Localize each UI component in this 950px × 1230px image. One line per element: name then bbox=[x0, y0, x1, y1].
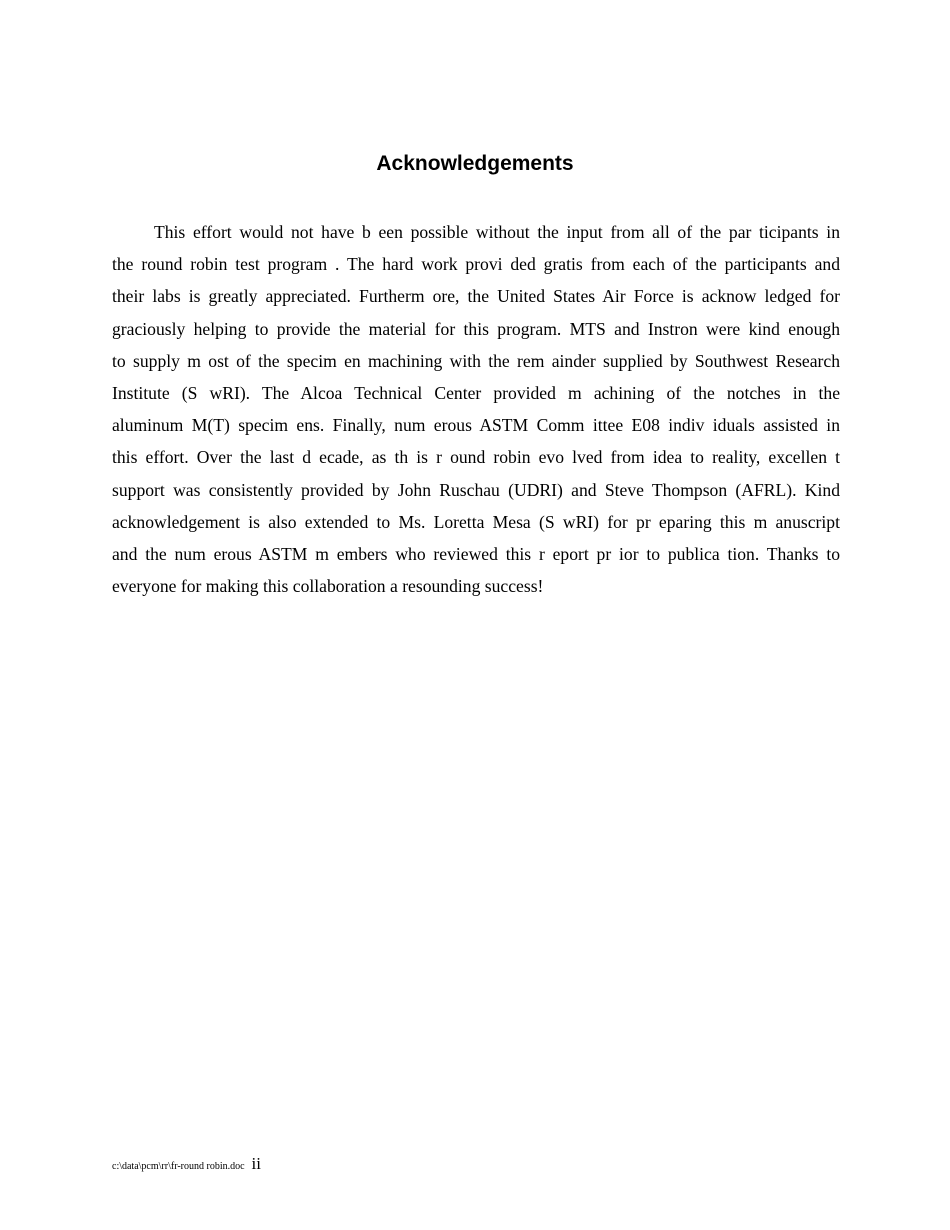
paragraph-line: This effort would not have b een possible without the input from all of the par ticipants in bbox=[154, 222, 840, 242]
acknowledgements-paragraph bbox=[112, 216, 840, 602]
footer-file-path: c:\data\pcm\rr\fr-round robin.doc bbox=[112, 1161, 245, 1172]
paragraph-line: acknowledgement is also extended to Ms. Loretta Mesa (S wRI) for pr eparing this m anuscript bbox=[112, 511, 840, 532]
paragraph-line: graciously helping to provide the material for this program. MTS and Instron were kind enough bbox=[112, 318, 840, 339]
paragraph-line: this effort. Over the last d ecade, as th is r ound robin evo lved from idea to reality, excellen t bbox=[112, 447, 840, 468]
paragraph-line: Institute (S wRI). The Alcoa Technical Center provided m achining of the notches in the bbox=[112, 382, 840, 403]
footer-page-number: ii bbox=[251, 1154, 261, 1173]
paragraph-line: and the num erous ASTM m embers who reviewed this r eport pr ior to publica tion. Thanks to bbox=[112, 543, 840, 564]
paragraph-line: everyone for making this collaboration a resounding success! bbox=[112, 576, 544, 597]
paragraph-line: their labs is greatly appreciated. Furtherm ore, the United States Air Force is acknow ledged for bbox=[112, 286, 840, 307]
paragraph-line: aluminum M(T) specim ens. Finally, num erous ASTM Comm ittee E08 indiv iduals assisted in bbox=[112, 415, 840, 436]
paragraph-line: the round robin test program . The hard work provi ded gratis from each of the participants and bbox=[112, 254, 840, 275]
paragraph-line: support was consistently provided by John Ruschau (UDRI) and Steve Thompson (AFRL). Kind bbox=[112, 479, 840, 500]
page-title: Acknowledgements bbox=[376, 152, 574, 175]
page-footer bbox=[112, 1154, 261, 1174]
paragraph-line: to supply m ost of the specim en machining with the rem ainder supplied by Southwest Research bbox=[112, 350, 840, 371]
